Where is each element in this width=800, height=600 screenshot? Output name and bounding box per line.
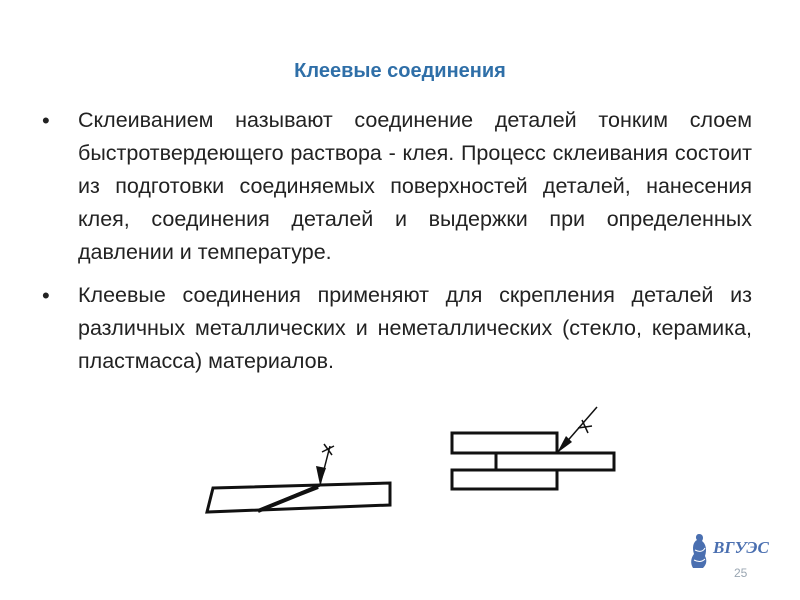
bullet-text: Клеевые соединения применяют для скрепления деталей из различных металлических и неметаллических (стекло, керамика, пластмасса) материалов. xyxy=(78,283,752,373)
bullet-marker: • xyxy=(42,108,50,133)
page-number: 25 xyxy=(734,566,748,580)
bullet-text: Склеиванием называют соединение деталей тонким слоем быстротвердеющего раствора - клея. Процесс склеивания состоит из подготовки соединяемых поверхностей деталей, нанесения клея, соединения деталей и выдержки при определенных давлении и температуре. xyxy=(78,108,752,264)
lap-middle-plate xyxy=(496,453,614,470)
slide-title: Клеевые соединения xyxy=(294,60,506,82)
scarf-joint-figure xyxy=(207,444,390,512)
scarf-joint-plate xyxy=(207,483,390,512)
lap-top-plate xyxy=(452,433,557,453)
statue-icon xyxy=(685,530,715,570)
drawing-mask xyxy=(205,406,305,426)
university-logo xyxy=(683,526,773,576)
bullet-marker: • xyxy=(42,283,50,308)
lap-bottom-plate xyxy=(452,470,557,489)
lap-joint-figure xyxy=(452,407,614,489)
leader-arrow-icon xyxy=(316,466,326,485)
logo-wordmark: ВГУЭС xyxy=(713,538,769,557)
